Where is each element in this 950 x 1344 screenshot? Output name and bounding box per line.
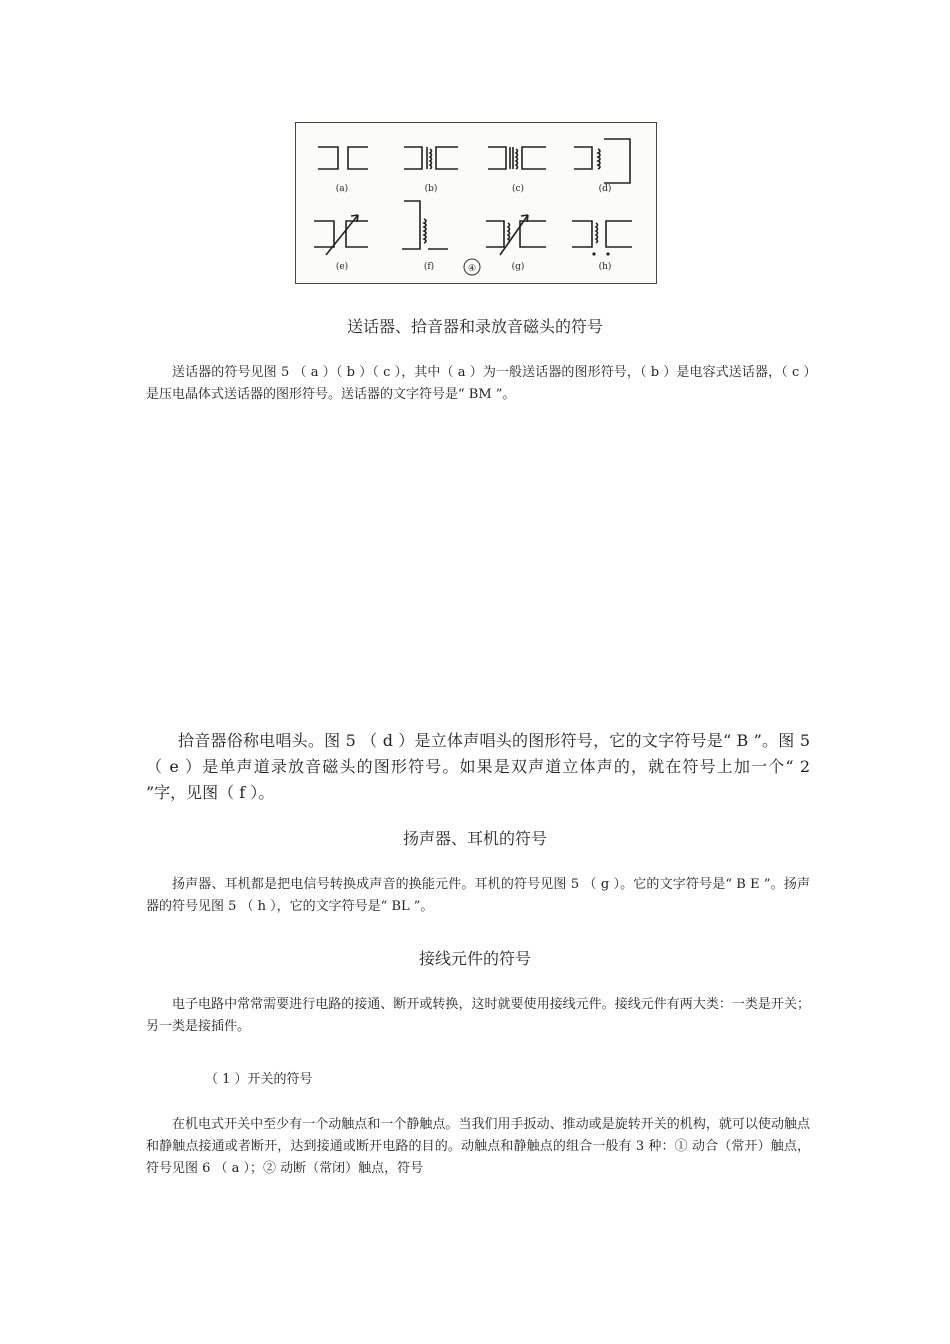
label-h: (h) [598, 262, 612, 272]
symbol-a [318, 147, 368, 169]
speaker-paragraph: 扬声器、耳机都是把电信号转换成声音的换能元件。耳机的符号见图 5 （ g ）。它的文字符号是“ B E ”。扬声器的符号见图 5 （ h ），它的文字符号是“ BL ”。 [146, 877, 810, 914]
pickup-paragraph: 拾音器俗称电唱头。图 5 （ d ）是立体声唱头的图形符号，它的文字符号是“ B ”。图 5 （ e ）是单声道录放音磁头的图形符号。如果是双声道立体声的，就在符号上加一个“ 2 ”字，见图（ f ）。 [146, 731, 810, 802]
symbol-e [314, 215, 368, 255]
label-a: (a) [335, 184, 349, 194]
symbol-d [574, 139, 630, 183]
switch-paragraph: 在机电式开关中至少有一个动触点和一个静触点。当我们用手扳动、推动或是旋转开关的机构，就可以使动触点和静触点接通或者断开，达到接通或断开电路的目的。动触点和静触点的组合一般有 3 种：① 动合（常开）触点，符号见图 6 （ a ）；② 动断（常闭）触点，符号 [146, 1117, 810, 1176]
symbol-h [572, 221, 632, 247]
label-g: (g) [511, 262, 525, 272]
label-f: (f) [423, 262, 435, 272]
switch-subheading: （ 1 ）开关的符号 [205, 1072, 313, 1087]
mic-paragraph: 送话器的符号见图 5 （ a ）（ b ）（ c ），其中（ a ）为一般送话器的图形符号，（ b ）是电容式送话器，（ c ）是压电晶体式送话器的图形符号。送话器的文字符号是“ BM ”。 [146, 365, 810, 402]
symbol-figure [295, 122, 657, 284]
label-c: (c) [511, 184, 525, 194]
figure-number: ④ [467, 264, 477, 274]
symbol-b [404, 147, 458, 169]
dot-mark [606, 252, 609, 255]
symbol-g [486, 215, 546, 255]
symbol-diagram [296, 123, 656, 283]
speaker-heading: 扬声器、耳机的符号 [402, 829, 547, 848]
connector-heading: 接线元件的符号 [418, 949, 531, 968]
mic-heading: 送话器、拾音器和录放音磁头的符号 [346, 317, 603, 336]
symbol-f [402, 201, 448, 249]
label-b: (b) [424, 184, 438, 194]
connector-paragraph: 电子电路中常常需要进行电路的接通、断开或转换，这时就要使用接线元件。接线元件有两大类：一类是开关；另一类是接插件。 [146, 997, 810, 1034]
dot-mark [592, 252, 595, 255]
symbol-c [488, 147, 546, 169]
label-e: (e) [335, 262, 349, 272]
label-d: (d) [598, 184, 612, 194]
